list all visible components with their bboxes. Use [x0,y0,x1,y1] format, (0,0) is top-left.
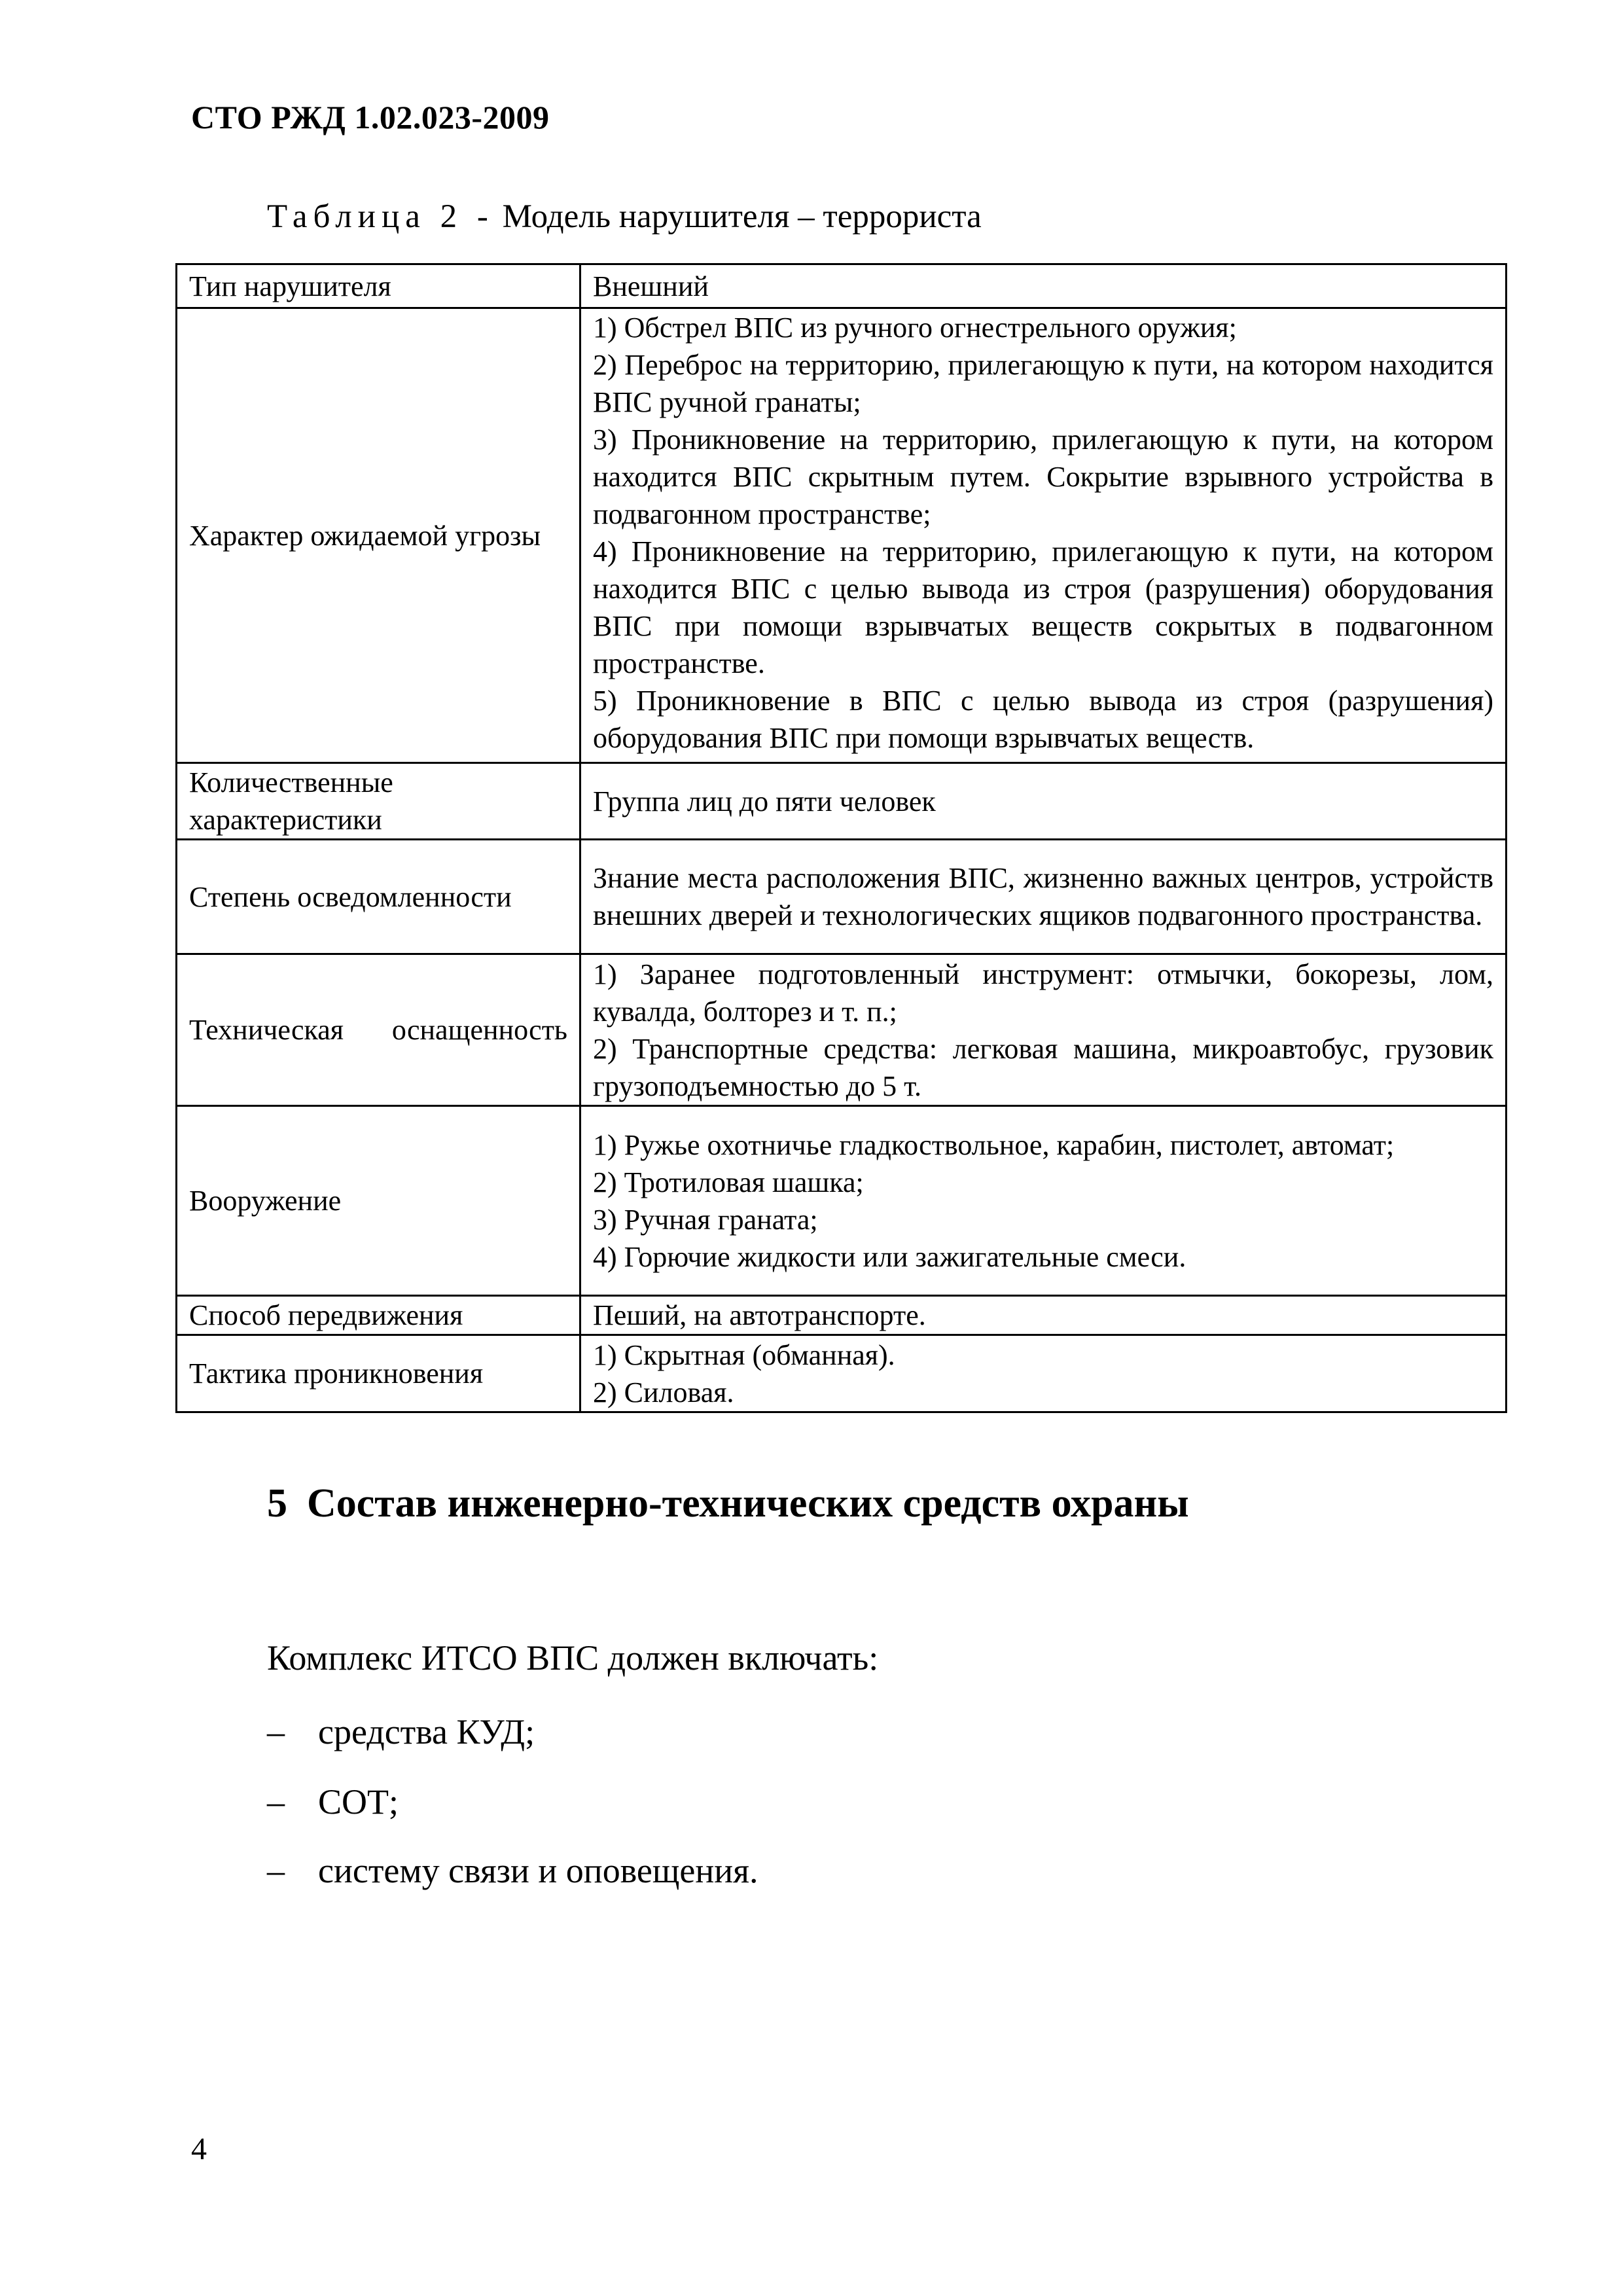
value-cell [580,264,1507,308]
list-item [267,1782,399,1822]
value-line: 3) Проникновение на территорию, прилегающую к пути, на котором находится ВПС скрытным путем. Сокрытие взрывного устройства в подвагонном пространстве; [593,423,1493,530]
value-cell [580,840,1507,954]
section-title: Состав инженерно-технических средств охраны [307,1481,1189,1526]
value-line: 1) Заранее подготовленный инструмент: отмычки, бокорезы, лом, кувалда, болторез и т. п.; [593,958,1493,1028]
list-item-text: СОТ; [318,1782,399,1821]
value-line: Группа лиц до пяти человек [593,785,936,817]
value-line: 4) Проникновение на территорию, прилегающую к пути, на котором находится ВПС с целью вывода из строя (разрушения) оборудования ВПС при помощи взрывчатых веществ сокрытых в подвагонном пространстве. [593,535,1493,679]
table-row [177,1296,1507,1335]
value-cell [580,954,1507,1106]
value-cell [580,308,1507,763]
list-item [267,1850,758,1891]
value-line: 1) Скрытная (обманная). [593,1338,895,1371]
param-cell: Характер ожидаемой угрозы [177,308,580,763]
section-heading [267,1480,1189,1527]
param-cell: Способ передвижения [177,1296,580,1335]
table-row [177,308,1507,763]
table-row [177,763,1507,840]
value-line: 1) Обстрел ВПС из ручного огнестрельного оружия; [593,312,1237,344]
value-line: Внешний [593,270,709,302]
value-line: 4) Горючие жидкости или зажигательные смеси. [593,1240,1186,1273]
table-row [177,1335,1507,1412]
value-line: 2) Тротиловая шашка; [593,1166,864,1198]
value-cell [580,1335,1507,1412]
table-caption [267,198,982,236]
page-number: 4 [191,2132,207,2166]
table-row [177,1106,1507,1296]
bullet-dash: – [267,1712,285,1751]
bullet-dash: – [267,1782,285,1821]
document-code: СТО РЖД 1.02.023-2009 [191,99,550,135]
bullet-dash: – [267,1851,285,1890]
table-row [177,264,1507,308]
list-item-text: систему связи и оповещения. [318,1851,758,1890]
value-line: 1) Ружье охотничье гладкоствольное, карабин, пистолет, автомат; [593,1128,1395,1161]
param-cell: Техническая оснащенность [177,954,580,1106]
value-line: 2) Силовая. [593,1376,734,1408]
list-item [267,1712,535,1752]
param-cell: Тактика проникновения [177,1335,580,1412]
value-line: Знание места расположения ВПС, жизненно важных центров, устройств внешних дверей и технологических ящиков подвагонного пространства. [593,862,1493,931]
section-number: 5 [267,1481,287,1526]
param-cell: Вооружение [177,1106,580,1296]
table-row [177,840,1507,954]
value-cell [580,1106,1507,1296]
value-line: Пеший, на автотранспорте. [593,1299,926,1331]
intruder-model-table [175,263,1507,1413]
list-item-text: средства КУД; [318,1712,535,1751]
param-cell: Степень осведомленности [177,840,580,954]
param-cell: Количественные характеристики [177,763,580,840]
value-cell [580,763,1507,840]
table-caption-title: Модель нарушителя – террориста [502,198,982,235]
section-intro: Комплекс ИТСО ВПС должен включать: [267,1638,879,1677]
param-cell: Тип нарушителя [177,264,580,308]
value-line: 2) Транспортные средства: легковая машина, микроавтобус, грузовик грузоподъемностью до 5 т. [593,1032,1493,1102]
table-row [177,954,1507,1106]
value-line: 3) Ручная граната; [593,1203,818,1236]
value-line: 2) Переброс на территорию, прилегающую к пути, на котором находится ВПС ручной гранаты; [593,349,1493,418]
table-caption-label: Таблица 2 - [267,198,494,235]
value-cell [580,1296,1507,1335]
value-line: 5) Проникновение в ВПС с целью вывода из строя (разрушения) оборудования ВПС при помощи взрывчатых веществ. [593,685,1493,754]
